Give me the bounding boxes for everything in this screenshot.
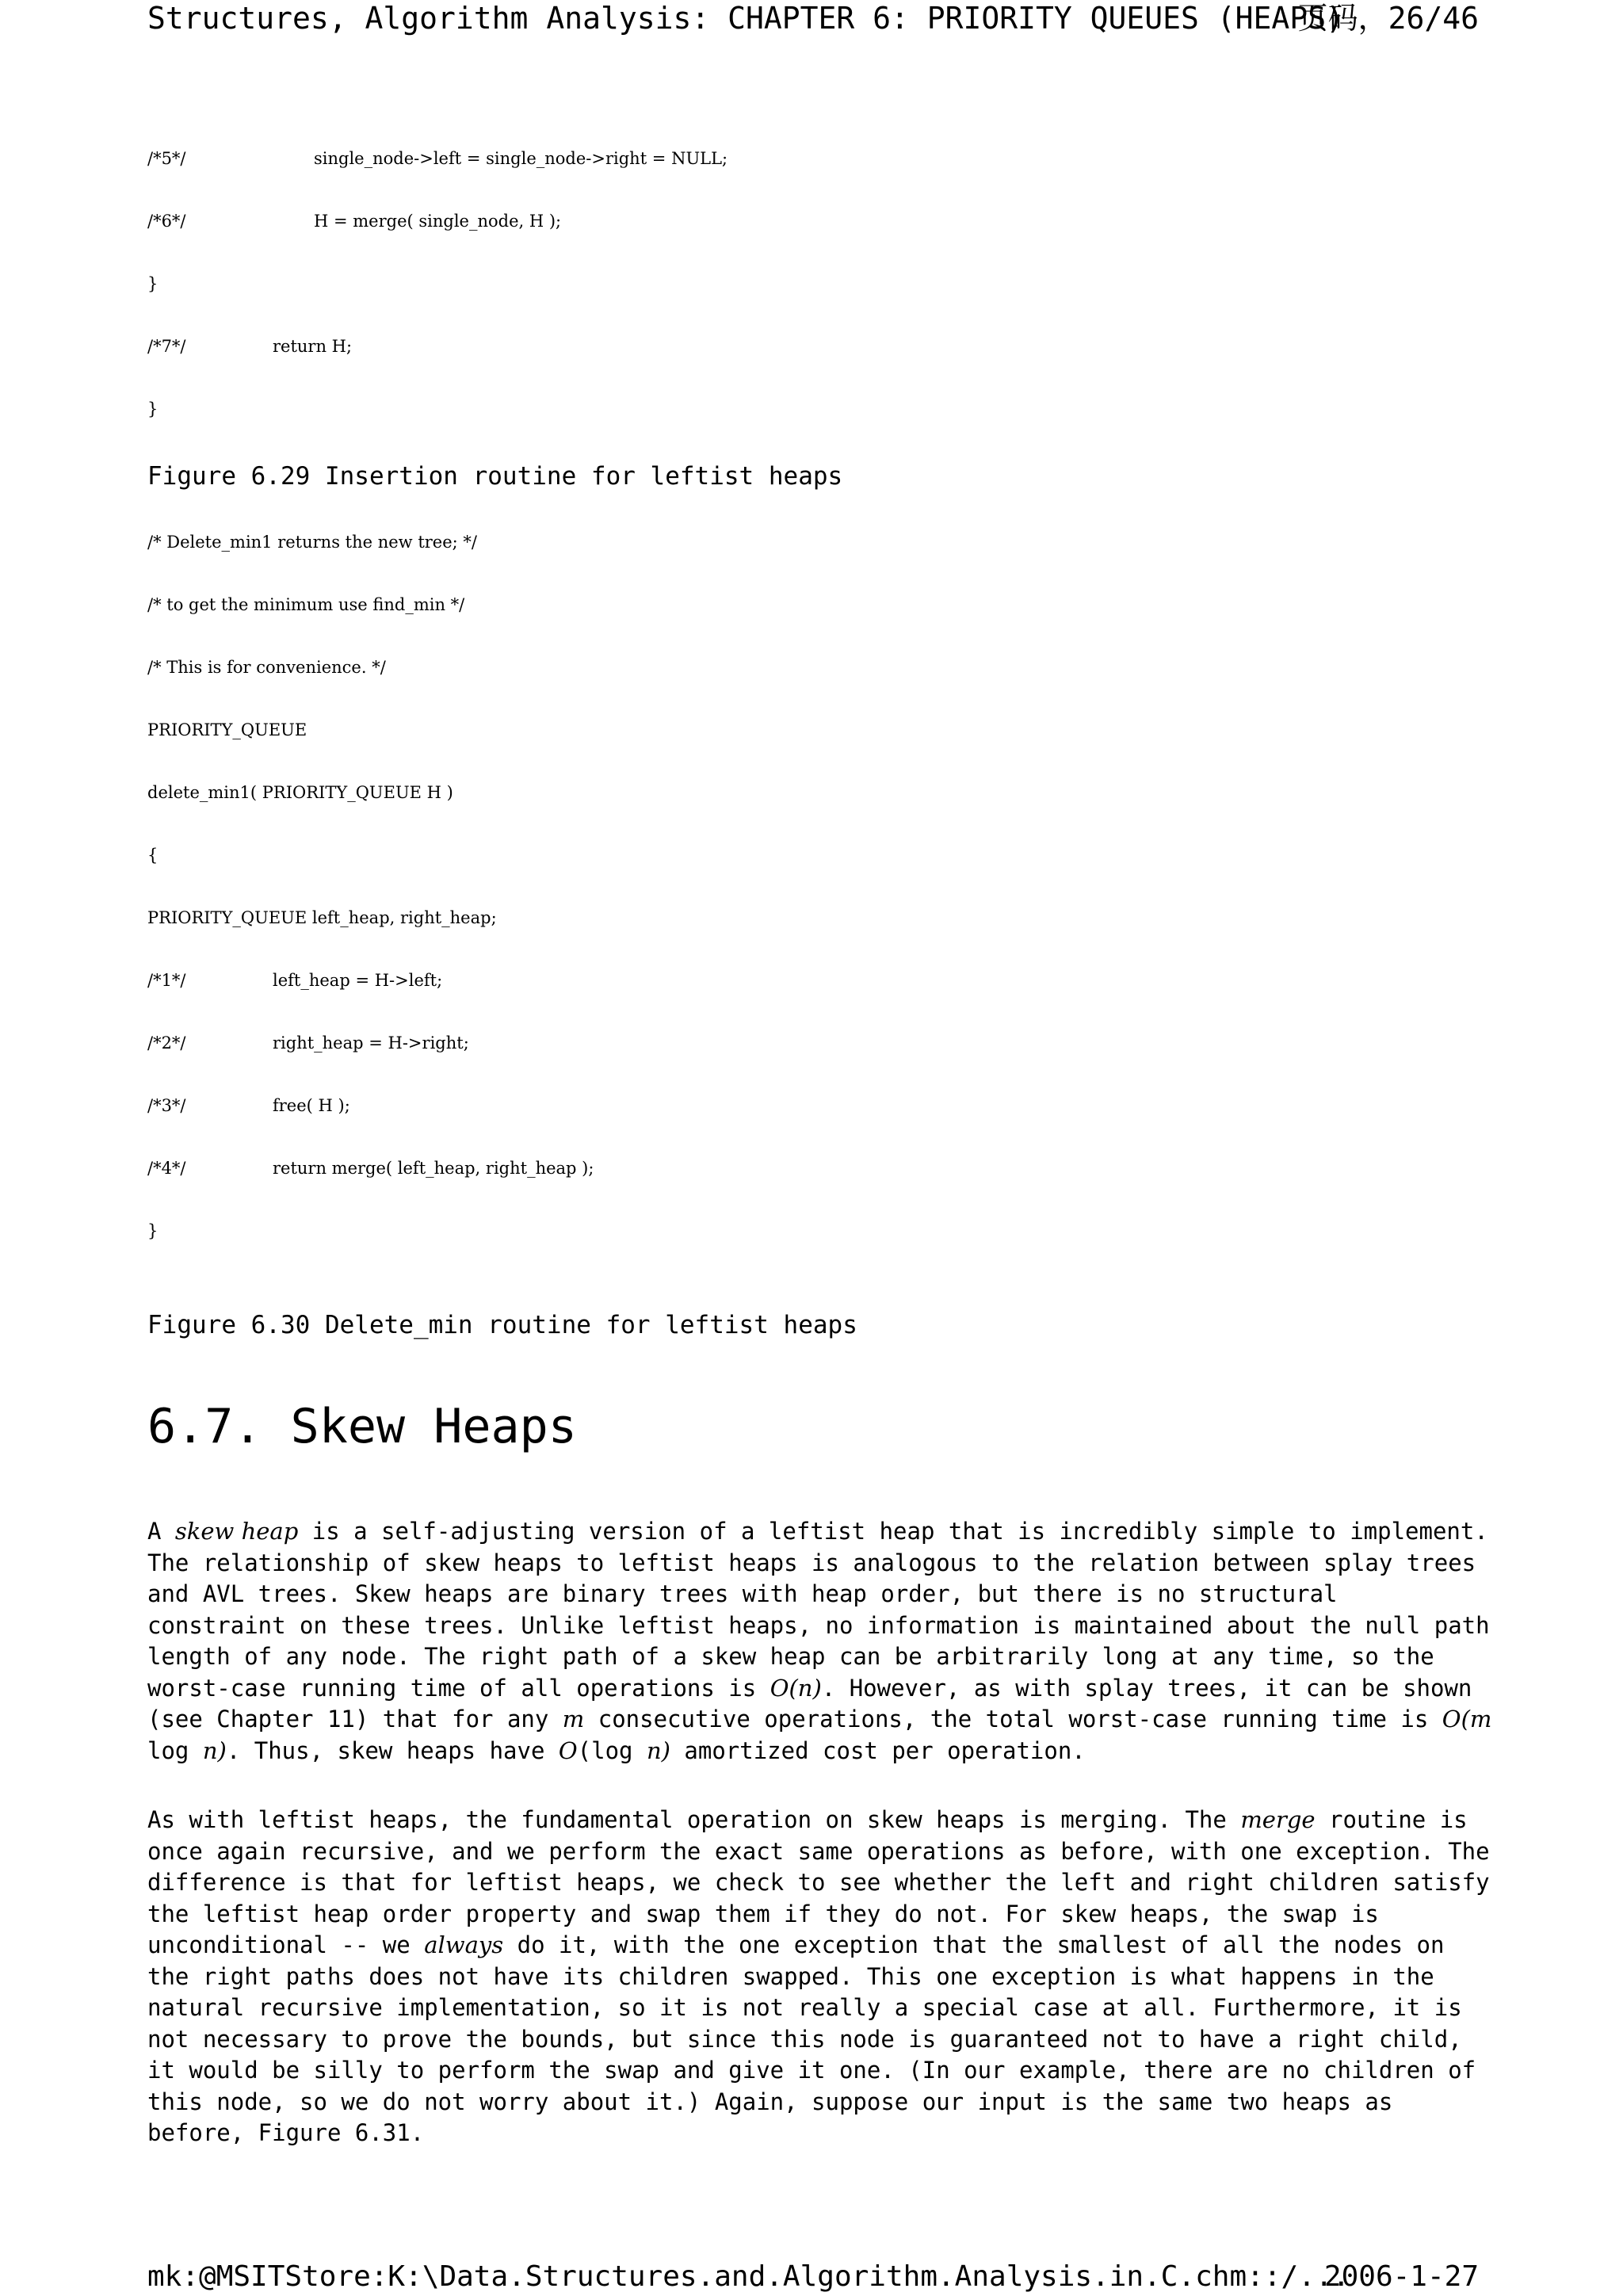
section-heading: 6.7. Skew Heaps	[147, 1399, 577, 1454]
code-text: free( H );	[273, 1096, 350, 1115]
emphasis: O(m	[1442, 1706, 1492, 1733]
page-header	[147, 0, 1479, 38]
document-title: Structures, Algorithm Analysis: CHAPTER 6: PRIORITY QUEUES (HEAPS)	[147, 1, 1344, 36]
code-label: PRIORITY_QUEUE	[147, 720, 307, 739]
source-path: mk:@MSITStore:K:\Data.Structures.and.Algorithm.Analysis.in.C.chm::/...	[147, 2260, 1350, 2293]
code-label: /*6*/	[147, 212, 186, 231]
emphasis: n)	[202, 1736, 227, 1764]
code-label: }	[147, 1221, 158, 1240]
paragraph: A skew heap is a self-adjusting version of a leftist heap that is incredibly simple to implement. The relationship of skew heaps to leftist heaps is analogous to the relation between splay trees and AVL trees. Skew heaps are binary trees with heap order, but there is no structural constraint on these trees. Unlike leftist heaps, no information is maintained about the null path length of any node. The right path of a skew heap can be arbitrarily long at any time, so the worst-case running time of all operations is O(n). However, as with splay trees, it can be shown (see Chapter 11) that for any m consecutive operations, the total worst-case running time is O(m log n). Thus, skew heaps have O(log n) amortized cost per operation.	[147, 1518, 1492, 1764]
page-number: 页码，26/46	[1297, 1, 1479, 36]
emphasis: merge	[1240, 1806, 1316, 1833]
code-label: delete_min1( PRIORITY_QUEUE H )	[147, 783, 453, 802]
code-text: H = merge( single_node, H );	[314, 212, 562, 231]
figure-caption: Figure 6.29 Insertion routine for leftist heaps	[147, 462, 843, 491]
paragraph: As with leftist heaps, the fundamental operation on skew heaps is merging. The merge routine is once again recursive, and we perform the exact same operations as before, with one exception. The difference is that for leftist heaps, we check to see whether the left and right children satisfy the leftist heap order property and swap them if they do not. For skew heaps, the swap is unconditional -- we always do it, with the one exception that the smallest of all the nodes on the right paths does not have its children swapped. This one exception is what happens in the natural recursive implementation, so it is not really a special case at all. Furthermore, it is not necessary to prove the bounds, but since this node is guaranteed not to have a right child, it would be silly to perform the swap and give it one. (In our example, there are no children of this node, so we do not worry about it.) Again, suppose our input is the same two heaps as before, Figure 6.31.	[147, 1806, 1490, 2146]
code-label: /* Delete_min1 returns the new tree; */	[147, 533, 477, 552]
code-text: single_node->left = single_node->right = NULL;	[314, 149, 728, 168]
emphasis: O	[558, 1736, 578, 1764]
code-label: /*7*/	[147, 337, 186, 356]
code-label: /* This is for convenience. */	[147, 658, 386, 677]
page-footer	[147, 2260, 1479, 2295]
code-label: /*1*/	[147, 971, 186, 990]
code-label: /* to get the minimum use find_min */	[147, 595, 465, 614]
figure-caption: Figure 6.30 Delete_min routine for leftist heaps	[147, 1311, 857, 1339]
code-label: }	[147, 274, 158, 293]
code-label: /*5*/	[147, 149, 186, 168]
code-label: /*3*/	[147, 1096, 186, 1115]
code-text: left_heap = H->left;	[273, 971, 443, 990]
code-label: /*4*/	[147, 1159, 186, 1178]
emphasis: m	[562, 1706, 585, 1733]
code-label: PRIORITY_QUEUE left_heap, right_heap;	[147, 908, 497, 927]
emphasis: O(n)	[769, 1674, 822, 1702]
emphasis: n)	[646, 1736, 670, 1764]
code-label: /*2*/	[147, 1033, 186, 1052]
code-text: return H;	[273, 337, 353, 356]
print-date: 2006-1-27	[1323, 2260, 1479, 2293]
code-label: {	[147, 846, 158, 865]
code-label: }	[147, 399, 158, 418]
code-text: return merge( left_heap, right_heap );	[273, 1159, 594, 1178]
emphasis: skew heap	[174, 1518, 299, 1545]
emphasis: always	[424, 1931, 504, 1958]
code-text: right_heap = H->right;	[273, 1033, 469, 1052]
